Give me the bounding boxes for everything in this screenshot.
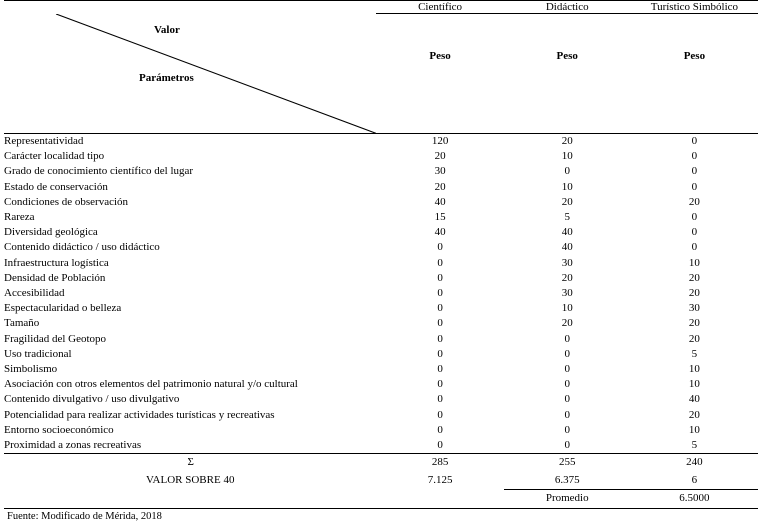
- row-value-didactico: 40: [561, 226, 573, 239]
- geosite-assessment-table: [4, 0, 758, 509]
- row-value-turistico: 10: [688, 423, 700, 436]
- row-value-turistico: 0: [691, 226, 698, 239]
- row-value-didactico: 0: [564, 408, 570, 421]
- value-cientifico: 7.125: [427, 474, 453, 487]
- value-over-40-row: [4, 472, 758, 490]
- table-row: [4, 423, 758, 438]
- table-body: [4, 134, 758, 454]
- row-value-turistico: 20: [688, 195, 700, 208]
- average-label: Promedio: [504, 490, 631, 509]
- row-value-cientifico: 0: [437, 408, 443, 421]
- row-value-cientifico: 0: [437, 439, 443, 452]
- row-label: Fragilidad del Geotopo: [4, 332, 107, 345]
- row-value-turistico: 5: [691, 347, 698, 360]
- row-label: Asociación con otros elementos del patrimonio natural y/o cultural: [4, 378, 298, 391]
- row-value-didactico: 20: [561, 271, 573, 284]
- table-header: [4, 1, 758, 134]
- average-row: [4, 490, 758, 509]
- sum-value-didactico: 255: [558, 456, 576, 469]
- row-label: Simbolismo: [4, 363, 58, 376]
- table-row: [4, 347, 758, 362]
- row-label: Rareza: [4, 211, 35, 224]
- sum-row-label: Σ: [187, 456, 194, 469]
- row-value-didactico: 20: [561, 135, 573, 147]
- row-label: Grado de conocimiento científico del lugar: [4, 165, 194, 178]
- row-value-cientifico: 0: [437, 332, 443, 345]
- subheader-peso-cientifico: Peso: [429, 50, 451, 62]
- row-value-turistico: 30: [688, 302, 700, 315]
- table-row: [4, 438, 758, 454]
- category-header-row: [4, 1, 758, 14]
- row-value-cientifico: 40: [434, 226, 446, 239]
- table-row: [4, 180, 758, 195]
- row-value-turistico: 20: [688, 408, 700, 421]
- average-spacer: [4, 490, 376, 509]
- row-label: Uso tradicional: [4, 347, 72, 360]
- row-value-didactico: 30: [561, 256, 573, 269]
- table-row: [4, 149, 758, 164]
- row-value-cientifico: 0: [437, 378, 443, 391]
- row-value-didactico: 0: [564, 393, 570, 406]
- sum-value-cientifico: 285: [431, 456, 449, 469]
- row-value-turistico: 0: [691, 135, 698, 147]
- table-row: [4, 362, 758, 377]
- row-value-turistico: 10: [688, 363, 700, 376]
- row-label: Densidad de Población: [4, 271, 106, 284]
- row-value-didactico: 0: [564, 378, 570, 391]
- row-value-cientifico: 0: [437, 347, 443, 360]
- row-value-turistico: 0: [691, 165, 698, 178]
- row-value-cientifico: 20: [434, 180, 446, 193]
- sum-value-turistico: 240: [686, 456, 703, 469]
- row-value-didactico: 30: [561, 287, 573, 300]
- row-value-cientifico: 30: [434, 165, 446, 178]
- corner-label-parametros: Parámetros: [139, 71, 194, 84]
- table-row: [4, 134, 758, 150]
- subheader-peso-turistico: Peso: [683, 50, 706, 62]
- value-turistico: 6: [691, 473, 698, 486]
- row-value-turistico: 20: [688, 271, 700, 284]
- row-label: Diversidad geológica: [4, 226, 98, 239]
- table-row: [4, 225, 758, 240]
- table-row: [4, 256, 758, 271]
- row-value-cientifico: 0: [437, 423, 443, 436]
- row-label: Infraestructura logística: [4, 256, 109, 269]
- row-label: Tamaño: [4, 317, 40, 330]
- table-row: [4, 392, 758, 407]
- row-value-didactico: 0: [564, 347, 570, 360]
- row-value-turistico: 10: [688, 256, 700, 269]
- row-value-cientifico: 20: [434, 150, 446, 163]
- row-value-cientifico: 0: [437, 363, 443, 376]
- corner-label-valor: Valor: [154, 23, 180, 36]
- table-row: [4, 195, 758, 210]
- row-label: Carácter localidad tipo: [4, 150, 105, 163]
- row-value-cientifico: 15: [434, 211, 446, 224]
- row-value-turistico: 0: [691, 211, 698, 224]
- row-value-cientifico: 0: [437, 241, 443, 254]
- row-label: Potencialidad para realizar actividades turísticas y recreativas: [4, 408, 275, 421]
- row-value-turistico: 0: [691, 150, 698, 163]
- corner-diagonal-cell: [4, 14, 376, 134]
- row-value-turistico: 20: [688, 332, 700, 345]
- table-row: [4, 377, 758, 392]
- row-value-cientifico: 0: [437, 256, 443, 269]
- row-value-cientifico: 120: [431, 135, 449, 147]
- sum-row: [4, 454, 758, 472]
- average-value: 6.5000: [631, 490, 758, 509]
- table-row: [4, 301, 758, 316]
- row-value-cientifico: 40: [434, 195, 446, 208]
- row-value-didactico: 20: [561, 317, 573, 330]
- average-spacer-2: [376, 490, 503, 509]
- row-value-turistico: 20: [688, 287, 700, 300]
- row-value-cientifico: 0: [437, 393, 443, 406]
- row-label: Accesibilidad: [4, 287, 65, 300]
- row-value-didactico: 0: [564, 423, 570, 436]
- row-value-didactico: 40: [561, 241, 573, 254]
- row-value-cientifico: 0: [437, 302, 443, 315]
- row-value-didactico: 0: [564, 332, 570, 345]
- column-header-didactico: Didáctico: [504, 1, 631, 14]
- table-row: [4, 316, 758, 331]
- table-row: [4, 210, 758, 225]
- row-value-cientifico: 0: [437, 287, 443, 300]
- row-label: Entorno socioeconómico: [4, 423, 114, 436]
- row-value-turistico: 40: [688, 393, 700, 406]
- row-value-didactico: 20: [561, 195, 573, 208]
- table-row: [4, 332, 758, 347]
- row-label: Espectacularidad o belleza: [4, 302, 122, 315]
- table-row: [4, 164, 758, 179]
- row-value-turistico: 5: [691, 439, 698, 452]
- row-value-turistico: 0: [691, 241, 698, 254]
- row-label: Contenido didáctico / uso didáctico: [4, 241, 160, 254]
- corner-spacer: [4, 1, 376, 14]
- row-value-turistico: 0: [691, 180, 698, 193]
- row-label: Condiciones de observación: [4, 195, 129, 208]
- table-source-note: Fuente: Modificado de Mérida, 2018: [7, 510, 162, 522]
- value-row-label: VALOR SOBRE 40: [146, 474, 235, 487]
- row-value-didactico: 0: [564, 439, 570, 452]
- table-footer: [4, 454, 758, 509]
- row-value-didactico: 10: [561, 150, 573, 163]
- row-value-didactico: 10: [561, 302, 573, 315]
- row-label: Proximidad a zonas recreativas: [4, 439, 142, 452]
- row-value-didactico: 5: [564, 211, 570, 224]
- subheader-peso-didactico: Peso: [556, 50, 578, 62]
- row-value-turistico: 20: [688, 317, 700, 330]
- column-header-cientifico: Científico: [376, 1, 503, 14]
- subheader-row: [4, 14, 758, 134]
- table-row: [4, 286, 758, 301]
- column-header-turistico: Turístico Simbólico: [631, 1, 758, 14]
- table-row: [4, 240, 758, 255]
- row-value-cientifico: 0: [437, 317, 443, 330]
- row-value-turistico: 10: [688, 378, 700, 391]
- row-value-didactico: 0: [564, 165, 570, 178]
- row-label: Estado de conservación: [4, 180, 108, 193]
- row-value-cientifico: 0: [437, 271, 443, 284]
- table-row: [4, 271, 758, 286]
- value-didactico: 6.375: [554, 473, 580, 486]
- row-label: Contenido divulgativo / uso divulgativo: [4, 393, 180, 406]
- row-label: Representatividad: [4, 135, 84, 147]
- row-value-didactico: 10: [561, 180, 573, 193]
- row-value-didactico: 0: [564, 363, 570, 376]
